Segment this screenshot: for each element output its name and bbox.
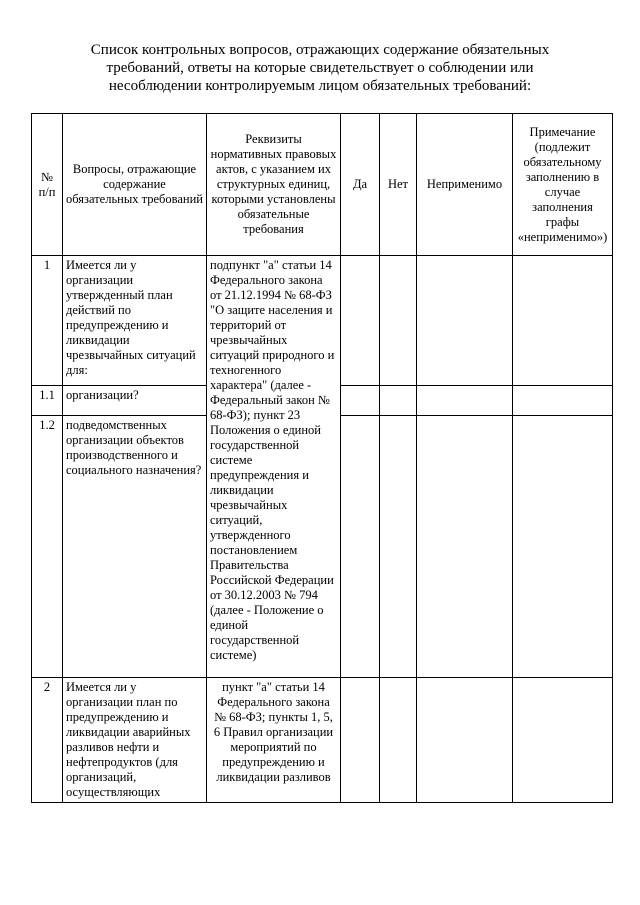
header-num: № п/п — [32, 114, 63, 256]
table-row — [32, 256, 613, 386]
cell-no[interactable] — [380, 386, 417, 416]
row-question: Имеется ли у организации план по предупреждению и ликвидации аварийных разливов нефти и нефтепродуктов (для организаций, осуществляющих — [63, 678, 207, 803]
cell-note[interactable] — [513, 386, 613, 416]
row-question: подведомственных организации объектов производственного и социального назначения? — [63, 416, 207, 678]
cell-not-applicable[interactable] — [417, 386, 513, 416]
table-row — [32, 678, 613, 803]
row-requisites: подпункт "а" статьи 14 Федерального закона от 21.12.1994 № 68-ФЗ "О защите населения и территорий от чрезвычайных ситуаций природного и техногенного характера" (далее - Федеральный закон № 68-ФЗ); пункт 23 Положения о единой государственной системе предупреждения и ликвидации чрезвычайных ситуаций, утвержденного постановлением Правительства Российской Федерации от 30.12.2003 № 794 (далее - Положение о единой государственной системе) — [207, 256, 341, 678]
cell-not-applicable[interactable] — [417, 416, 513, 678]
header-question: Вопросы, отражающие содержание обязательных требований — [63, 114, 207, 256]
header-requisites: Реквизиты нормативных правовых актов, с указанием их структурных единиц, которыми установлены обязательные требования — [207, 114, 341, 256]
header-row — [32, 114, 613, 256]
header-note: Примечание (подлежит обязательному заполнению в случае заполнения графы «неприменимо») — [513, 114, 613, 256]
cell-not-applicable[interactable] — [417, 678, 513, 803]
cell-no[interactable] — [380, 416, 417, 678]
row-requisites: пункт "а" статьи 14 Федерального закона № 68-ФЗ; пункты 1, 5, 6 Правил организации мероприятий по предупреждению и ликвидации разливов — [207, 678, 341, 803]
cell-not-applicable[interactable] — [417, 256, 513, 386]
cell-note[interactable] — [513, 416, 613, 678]
row-num: 1 — [32, 256, 63, 386]
cell-yes[interactable] — [341, 256, 380, 386]
cell-no[interactable] — [380, 678, 417, 803]
row-question: организации? — [63, 386, 207, 416]
document-title — [40, 41, 600, 95]
cell-yes[interactable] — [341, 386, 380, 416]
row-num: 2 — [32, 678, 63, 803]
header-yes: Да — [341, 114, 380, 256]
header-not-applicable: Неприменимо — [417, 114, 513, 256]
row-num: 1.2 — [32, 416, 63, 678]
title-line-2: требований, ответы на которые свидетельствует о соблюдении или — [106, 60, 534, 76]
cell-note[interactable] — [513, 678, 613, 803]
row-num: 1.1 — [32, 386, 63, 416]
header-no: Нет — [380, 114, 417, 256]
title-line-1: Список контрольных вопросов, отражающих содержание обязательных — [90, 42, 550, 58]
cell-no[interactable] — [380, 256, 417, 386]
cell-yes[interactable] — [341, 416, 380, 678]
checklist-table — [31, 113, 613, 803]
cell-yes[interactable] — [341, 678, 380, 803]
title-line-3: несоблюдении контролируемым лицом обязательных требований: — [108, 78, 532, 94]
cell-note[interactable] — [513, 256, 613, 386]
row-question: Имеется ли у организации утвержденный план действий по предупреждению и ликвидации чрезвычайных ситуаций для: — [63, 256, 207, 386]
